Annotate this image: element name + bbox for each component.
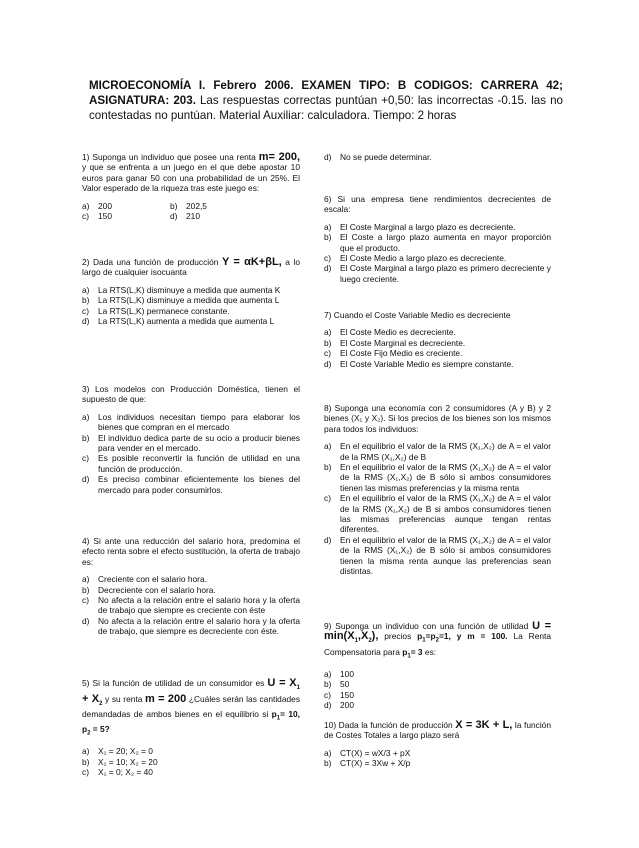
option-text: El Coste Fijo Medio es creciente. bbox=[340, 348, 463, 359]
q3-option-b[interactable] bbox=[82, 433, 300, 454]
option-label: d) bbox=[324, 152, 332, 162]
q4-option-c[interactable] bbox=[82, 595, 300, 616]
option-text: CT(X) = 3Xw + X/p bbox=[340, 758, 411, 769]
q5-price-part: = 10, p bbox=[82, 709, 300, 735]
option-text: 202,5 bbox=[186, 200, 207, 211]
option-label: a) bbox=[82, 284, 90, 295]
question-10-stem bbox=[324, 720, 551, 741]
question-5-stem bbox=[82, 678, 300, 739]
option-text: Creciente con el salario hora. bbox=[98, 574, 207, 585]
option-label: b) bbox=[324, 758, 332, 769]
q5-option-d[interactable] bbox=[324, 152, 551, 162]
option-label: d) bbox=[82, 316, 90, 327]
option-text: En el equilibrio el valor de la RMS (X₁,X₂) de A = el valor de la RMS (X₁,X₂) de B sólo si ambos consumidores tienen las mismas preferencias y la misma renta bbox=[340, 462, 551, 493]
option-label: c) bbox=[324, 493, 331, 504]
q7-option-d[interactable] bbox=[324, 359, 551, 369]
option-text: En el equilibrio el valor de la RMS (X₁,X₂) de A = el valor de la RMS (X₁,X₂) de B sólo si ambos consumidores tienen la misma renta aunque las preferencias sean distintas. bbox=[340, 534, 551, 577]
q9-new-price-part: = 3 bbox=[410, 647, 423, 657]
q5-text-a: 5) Si la función de utilidad de un consumidor es bbox=[82, 678, 268, 688]
option-label: b) bbox=[170, 200, 178, 211]
option-text: El Coste Marginal a largo plazo es decreciente. bbox=[340, 221, 516, 232]
q1-options-row-2 bbox=[82, 211, 300, 221]
option-text: 150 bbox=[98, 211, 112, 222]
q9-price-part: =p bbox=[425, 631, 436, 642]
q8-option-d[interactable] bbox=[324, 535, 551, 577]
option-text: El Coste Variable Medio es siempre constante. bbox=[340, 358, 514, 369]
q1-text-c: y que se enfrenta a un juego en el que debe apostar 10 euros para ganar 50 con una probabilidad de un 25%. El Valor esperado de la riqueza tras este juego es: bbox=[82, 162, 300, 194]
q5-formula-part: U = X bbox=[267, 677, 297, 689]
q10-option-a[interactable] bbox=[324, 748, 551, 758]
q9-option-a[interactable] bbox=[324, 669, 551, 679]
question-3 bbox=[82, 384, 300, 495]
option-label: b) bbox=[324, 232, 332, 243]
header-bold: MICROECONOMÍA I. Febrero 2006. EXAMEN TIPO: B CODIGOS: CARRERA 42; ASIGNATURA: 203. bbox=[89, 79, 563, 107]
option-label: c) bbox=[82, 305, 89, 316]
q9-text-g: es: bbox=[422, 647, 437, 657]
option-label: c) bbox=[82, 453, 89, 464]
q9-formula-sub: 2 bbox=[368, 638, 372, 645]
q9-formula-part: ), bbox=[371, 630, 379, 643]
question-2 bbox=[82, 257, 300, 326]
option-label: b) bbox=[82, 756, 90, 767]
option-label: d) bbox=[82, 474, 90, 485]
option-text: X₁ = 0; X₂ = 40 bbox=[98, 767, 153, 778]
q7-option-a[interactable] bbox=[324, 327, 551, 337]
option-text: El Coste Marginal es decreciente. bbox=[340, 337, 466, 348]
q9-formula-sub: 1 bbox=[354, 638, 358, 645]
option-text: No se puede determinar. bbox=[340, 152, 432, 162]
question-2-stem bbox=[82, 257, 300, 278]
question-7-stem: 7) Cuando el Coste Variable Medio es decreciente bbox=[324, 310, 511, 320]
q9-price-sub: 1 bbox=[422, 638, 426, 645]
q4-option-a[interactable] bbox=[82, 574, 300, 584]
q7-option-b[interactable] bbox=[324, 338, 551, 348]
q9-text-e: La Renta Compensatoria para bbox=[324, 631, 551, 657]
option-text: 100 bbox=[340, 669, 354, 680]
option-label: d) bbox=[324, 534, 332, 545]
question-1 bbox=[82, 152, 300, 221]
question-3-stem: 3) Los modelos con Producción Doméstica, tienen el supuesto de que: bbox=[82, 384, 300, 405]
q9-text-c: precios bbox=[378, 631, 418, 642]
q6-option-d[interactable] bbox=[324, 263, 551, 284]
q2-option-d[interactable] bbox=[82, 316, 300, 326]
q9-price-part: p bbox=[417, 631, 423, 642]
q1-text-b: m= 200, bbox=[258, 151, 300, 163]
q10-text-a: 10) Dada la función de producción bbox=[324, 720, 456, 730]
option-text: No afecta a la relación entre el salario hora y la oferta de trabajo que siempre es creciente con éste bbox=[98, 595, 300, 616]
header-rest: Las respuestas correctas puntúan +0,50: las incorrectas -0.15. las no contestadas no puntúan. Material Auxiliar: calculadora. Tiempo: 2 horas bbox=[89, 94, 563, 122]
option-label: b) bbox=[82, 432, 90, 443]
option-text: El Coste a largo plazo aumenta en mayor proporción que el producto. bbox=[340, 232, 551, 253]
question-5-continued bbox=[324, 152, 551, 162]
q2-text-b: Y = αK+βL, bbox=[222, 256, 282, 268]
option-label: d) bbox=[82, 615, 90, 626]
question-9 bbox=[324, 621, 551, 711]
question-1-stem bbox=[82, 152, 300, 194]
q9-formula-part: U = min(X bbox=[324, 620, 551, 643]
q8-option-a[interactable] bbox=[324, 441, 551, 462]
option-text: Es posible reconvertir la función de utilidad en una función de producción. bbox=[98, 453, 300, 474]
question-7 bbox=[324, 310, 551, 369]
option-label: a) bbox=[82, 411, 90, 422]
exam-header bbox=[89, 78, 563, 123]
option-label: a) bbox=[324, 221, 332, 232]
q6-option-c[interactable] bbox=[324, 253, 551, 263]
q9-new-price-sub: 1 bbox=[407, 653, 411, 660]
q8-option-b[interactable] bbox=[324, 462, 551, 493]
option-text: 200 bbox=[98, 200, 112, 211]
question-9-stem bbox=[324, 621, 551, 662]
option-label: d) bbox=[324, 263, 332, 274]
option-text: Es preciso combinar eficientemente los bienes del mercado para poder consumirlos. bbox=[98, 474, 300, 495]
q8-option-c[interactable] bbox=[324, 493, 551, 535]
option-label: c) bbox=[324, 348, 331, 359]
option-label: a) bbox=[82, 574, 90, 585]
option-label: c) bbox=[324, 253, 331, 264]
option-text: No afecta a la relación entre el salario hora y la oferta de trabajo, que siempre es decreciente con éste. bbox=[98, 615, 300, 637]
q4-option-d[interactable] bbox=[82, 616, 300, 637]
q9-price-sub: 2 bbox=[435, 638, 439, 645]
question-8-stem: 8) Suponga una economía con 2 consumidores (A y B) y 2 bienes (X₁ y X₂). Si los precios de los bienes son los mismos para todos los individuos: bbox=[324, 403, 551, 434]
q5-income: m = 200 bbox=[145, 692, 187, 705]
q5-option-c[interactable] bbox=[82, 767, 300, 777]
q2-text-a: 2) Dada una función de producción bbox=[82, 257, 222, 267]
q9-formula-part: ,X bbox=[357, 630, 369, 643]
q5-price-sub: 1 bbox=[276, 715, 281, 722]
q2-text-c: a lo largo de cualquier isocuanta bbox=[82, 257, 300, 278]
q4-option-b[interactable] bbox=[82, 585, 300, 595]
q5-formula-sub: 1 bbox=[296, 685, 300, 692]
q6-option-a[interactable] bbox=[324, 222, 551, 232]
option-text: En el equilibrio el valor de la RMS (X₁,X₂) de A = el valor de la RMS (X₁,X₂) de B bbox=[340, 441, 551, 462]
question-10 bbox=[324, 720, 551, 769]
q1-option-a[interactable] bbox=[82, 201, 170, 211]
q1-option-b[interactable] bbox=[170, 201, 258, 211]
question-6-stem: 6) Si una empresa tiene rendimientos decrecientes de escala: bbox=[324, 194, 551, 215]
option-text: La RTS(L,K) disminuye a medida que aumenta L bbox=[98, 295, 280, 306]
option-label: a) bbox=[82, 200, 90, 211]
option-label: c) bbox=[324, 689, 331, 700]
option-text: En el equilibrio el valor de la RMS (X₁,X₂) de A = el valor de la RMS (X₁,X₂) de B si ambos consumidores tienen las mismas preferencias aunque tengan rentas diferentes. bbox=[340, 493, 551, 535]
option-text: El Coste Marginal a largo plazo es primero decreciente y luego creciente. bbox=[340, 263, 551, 284]
option-text: 150 bbox=[340, 689, 354, 700]
question-4-stem: 4) Si ante una reducción del salario hora, predomina el efecto renta sobre el efecto sustitución, la oferta de trabajo es: bbox=[82, 536, 300, 567]
option-label: a) bbox=[82, 746, 90, 757]
q5-text-e: ¿Cuáles serán las cantidades demandadas de ambos bienes en el equilibrio si bbox=[82, 693, 301, 720]
q9-new-price bbox=[402, 647, 423, 660]
option-text: La RTS(L,K) disminuye a medida que aumenta K bbox=[98, 284, 281, 295]
option-label: b) bbox=[324, 462, 332, 473]
q9-option-b[interactable] bbox=[324, 679, 551, 689]
option-text: La RTS(L,K) permanece constante. bbox=[98, 305, 230, 316]
option-text: 210 bbox=[186, 211, 200, 222]
option-text: 200 bbox=[340, 700, 354, 711]
option-text: La RTS(L,K) aumenta a medida que aumenta L bbox=[98, 316, 275, 327]
option-text: X₁ = 10; X₂ = 20 bbox=[98, 756, 158, 767]
option-text: X₁ = 20; X₂ = 0 bbox=[98, 746, 153, 757]
option-text: El individuo dedica parte de su ocio a producir bienes para vender en el mercado. bbox=[98, 432, 300, 454]
q2-option-a[interactable] bbox=[82, 285, 300, 295]
option-text: CT(X) = wX/3 + pX bbox=[340, 747, 411, 758]
q1-options-row-1 bbox=[82, 201, 300, 211]
q5-price-part: = 5? bbox=[90, 724, 110, 735]
q10-text-c: la función de Costes Totales a largo plazo será bbox=[324, 720, 551, 741]
q2-option-c[interactable] bbox=[82, 306, 300, 316]
q9-option-c[interactable] bbox=[324, 690, 551, 700]
question-4 bbox=[82, 536, 300, 637]
q9-text-a: 9) Suponga un individuo con una función de utilidad bbox=[324, 621, 533, 631]
option-label: b) bbox=[324, 679, 332, 690]
question-8 bbox=[324, 403, 551, 577]
q1-text-a: 1) Suponga un individuo que posee una renta bbox=[82, 152, 259, 162]
q3-option-d[interactable] bbox=[82, 474, 300, 495]
q3-option-c[interactable] bbox=[82, 453, 300, 474]
option-text: Los individuos necesitan tiempo para elaborar los bienes que compran en el mercado bbox=[98, 411, 300, 433]
q5-option-a[interactable] bbox=[82, 746, 300, 756]
option-label: c) bbox=[82, 595, 89, 606]
q3-option-a[interactable] bbox=[82, 412, 300, 433]
question-6 bbox=[324, 194, 551, 284]
option-label: b) bbox=[82, 584, 90, 595]
option-text: El Coste Medio es decreciente. bbox=[340, 327, 456, 338]
option-label: b) bbox=[82, 295, 90, 306]
option-label: a) bbox=[324, 747, 332, 758]
q5-option-b[interactable] bbox=[82, 757, 300, 767]
question-5 bbox=[82, 678, 300, 778]
option-label: d) bbox=[324, 358, 332, 369]
q5-formula-sub: 2 bbox=[99, 700, 103, 707]
q9-price-part: =1, y m = 100. bbox=[438, 631, 508, 642]
q5-text-c: y su renta bbox=[102, 693, 145, 704]
option-label: d) bbox=[170, 211, 178, 222]
q5-price-sub: 2 bbox=[87, 730, 91, 737]
q7-option-c[interactable] bbox=[324, 348, 551, 358]
q10-option-b[interactable] bbox=[324, 758, 551, 768]
option-label: c) bbox=[82, 211, 89, 222]
option-text: Decreciente con el salario hora. bbox=[98, 584, 216, 595]
q9-option-d[interactable] bbox=[324, 700, 551, 710]
option-label: a) bbox=[324, 441, 332, 452]
q2-option-b[interactable] bbox=[82, 295, 300, 305]
q10-formula: X = 3K + L, bbox=[455, 719, 513, 731]
option-label: d) bbox=[324, 700, 332, 711]
q6-option-b[interactable] bbox=[324, 232, 551, 253]
option-label: c) bbox=[82, 767, 89, 778]
q5-price-part: p bbox=[271, 709, 277, 720]
q1-option-d[interactable] bbox=[170, 211, 258, 221]
option-text: El Coste Medio a largo plazo es decreciente. bbox=[340, 253, 507, 264]
q9-new-price-part: p bbox=[402, 647, 408, 657]
option-label: b) bbox=[324, 337, 332, 348]
option-label: a) bbox=[324, 669, 332, 680]
option-text: 50 bbox=[340, 679, 350, 690]
q5-formula-part: + X bbox=[82, 692, 100, 705]
option-label: a) bbox=[324, 327, 332, 338]
q9-prices bbox=[417, 631, 508, 645]
q1-option-c[interactable] bbox=[82, 211, 170, 221]
